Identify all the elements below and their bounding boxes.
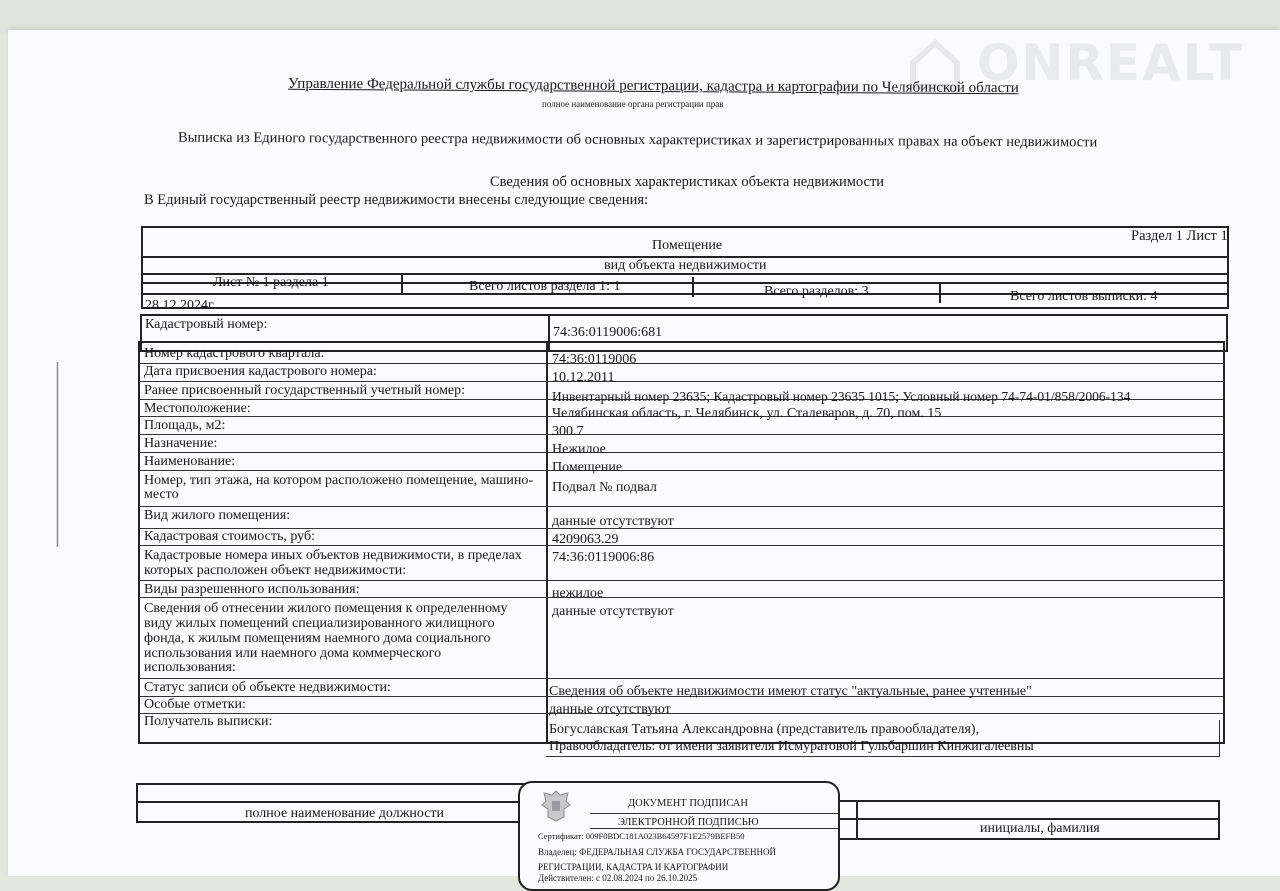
row-label: Виды разрешенного использования:: [144, 582, 360, 597]
row-label: Номер, тип этажа, на котором расположено помещение, машино-: [144, 473, 534, 488]
row-label: использования или наемного дома коммерческого: [144, 646, 442, 661]
sheet-number: Лист № 1 раздела 1: [213, 275, 329, 290]
watermark-text: ONREALT: [977, 34, 1245, 92]
row-label: Площадь, м2:: [144, 418, 226, 433]
row-label: Особые отметки:: [144, 697, 246, 712]
row-label: Кадастровые номера иных объектов недвижимости, в пределах: [144, 548, 522, 563]
object-type: Помещение: [652, 238, 723, 253]
stamp-owner: РЕГИСТРАЦИИ, КАДАСТРА И КАРТОГРАФИИ: [538, 862, 729, 872]
section-sheet-label: Раздел 1 Лист 1: [1131, 228, 1228, 244]
stamp-subtitle: ЭЛЕКТРОННОЙ ПОДПИСЬЮ: [618, 817, 759, 828]
row-value: 74:36:0119006:86: [552, 550, 655, 565]
row-value: нежилое: [552, 586, 604, 601]
stamp-validity: Действителен: с 02.08.2024 по 26.10.2025: [538, 873, 698, 883]
row-label: Вид жилого помещения:: [144, 508, 291, 523]
row-value: данные отсутствуют: [552, 604, 674, 619]
row-label: Сведения об отнесении жилого помещения к определенному: [144, 601, 508, 616]
row-value: Сведения об объекте недвижимости имеют статус "актуальные, ранее учтенные": [549, 684, 1032, 699]
extract-date: 28.12.2024г.: [145, 298, 216, 313]
row-value: данные отсутствуют: [549, 702, 671, 717]
row-label: виду жилых помещений специализированного жилищного: [144, 616, 495, 631]
sections-total: Всего разделов: 3: [764, 284, 869, 299]
row-label: Наименование:: [144, 454, 236, 469]
row-label: Местоположение:: [144, 401, 251, 416]
divider: [401, 273, 403, 293]
cadastral-value: 74:36:0119006:681: [553, 325, 663, 340]
row-label: место: [144, 487, 179, 502]
organization-caption: полное наименование органа регистрации прав: [542, 99, 724, 109]
row-value: 10.12.2011: [552, 370, 615, 385]
row-label: которых расположен объект недвижимости:: [144, 563, 407, 578]
row-value: Богуславская Татьяна Александровна (представитель правообладателя),: [549, 722, 980, 737]
row-value: 300.7: [552, 424, 584, 439]
binding-thread: [56, 362, 59, 547]
row-value: Нежилое: [552, 442, 606, 457]
row-label: фонда, к жилым помещениям наемного дома социального: [144, 631, 491, 646]
cadastral-label: Кадастровый номер:: [145, 317, 268, 332]
object-type-caption: вид объекта недвижимости: [604, 258, 767, 273]
row-label: Дата присвоения кадастрового номера:: [144, 364, 377, 379]
stamp-title: ДОКУМЕНТ ПОДПИСАН: [628, 798, 748, 809]
row-label: Номер кадастрового квартала:: [144, 346, 325, 361]
divider: [546, 343, 548, 742]
row-label: Назначение:: [144, 436, 218, 451]
stamp-owner: Владелец: ФЕДЕРАЛЬНАЯ СЛУЖБА ГОСУДАРСТВЕННОЙ: [538, 847, 777, 857]
row-label: Получатель выписки:: [144, 714, 273, 729]
sheets-total: Всего листов выписки: 4: [1010, 289, 1158, 304]
e-signature-stamp: [518, 781, 840, 891]
row-value: Правообладатель: от имени заявителя Исмуратовой Гульбаршин Кинжигалеевны: [549, 739, 1034, 754]
row-value: 74:36:0119006: [552, 352, 637, 367]
row-value: 4209063.29: [552, 532, 619, 547]
coat-of-arms-icon: [538, 787, 574, 823]
name-caption: инициалы, фамилия: [980, 821, 1100, 836]
row-value: Помещение: [552, 460, 623, 475]
row-value: данные отсутствуют: [552, 514, 674, 529]
stamp-certificate: Сертификат: 009F0BDC181A023B64597F1E2579BEFB50: [538, 831, 745, 841]
row-label: использования:: [144, 660, 236, 675]
section-title: Сведения об основных характеристиках объекта недвижимости: [490, 174, 885, 190]
row-value: Челябинская область, г. Челябинск, ул. Сталеваров, д. 70, пом. 15: [552, 406, 942, 421]
sheets-in-section: Всего листов раздела 1: 1: [469, 279, 621, 294]
row-value: Подвал № подвал: [552, 480, 657, 495]
organization-name: Управление Федеральной службы государственной регистрации, кадастра и картографии по Челябинской области: [287, 75, 1019, 97]
position-caption: полное наименование должности: [245, 806, 445, 821]
extract-title: Выписка из Единого государственного реестра недвижимости об основных характеристиках и зарегистрированных правах на объект недвижимости: [177, 129, 1098, 151]
intro-text: В Единый государственный реестр недвижимости внесены следующие сведения:: [144, 192, 649, 208]
row-label: Кадастровая стоимость, руб:: [144, 529, 315, 544]
row-value: Инвентарный номер 23635; Кадастровый номер 23635 1015; Условный номер 74-74-01/858/2006-134: [552, 389, 1131, 404]
row-label: Статус записи об объекте недвижимости:: [144, 680, 391, 695]
row-label: Ранее присвоенный государственный учетный номер:: [144, 383, 466, 398]
